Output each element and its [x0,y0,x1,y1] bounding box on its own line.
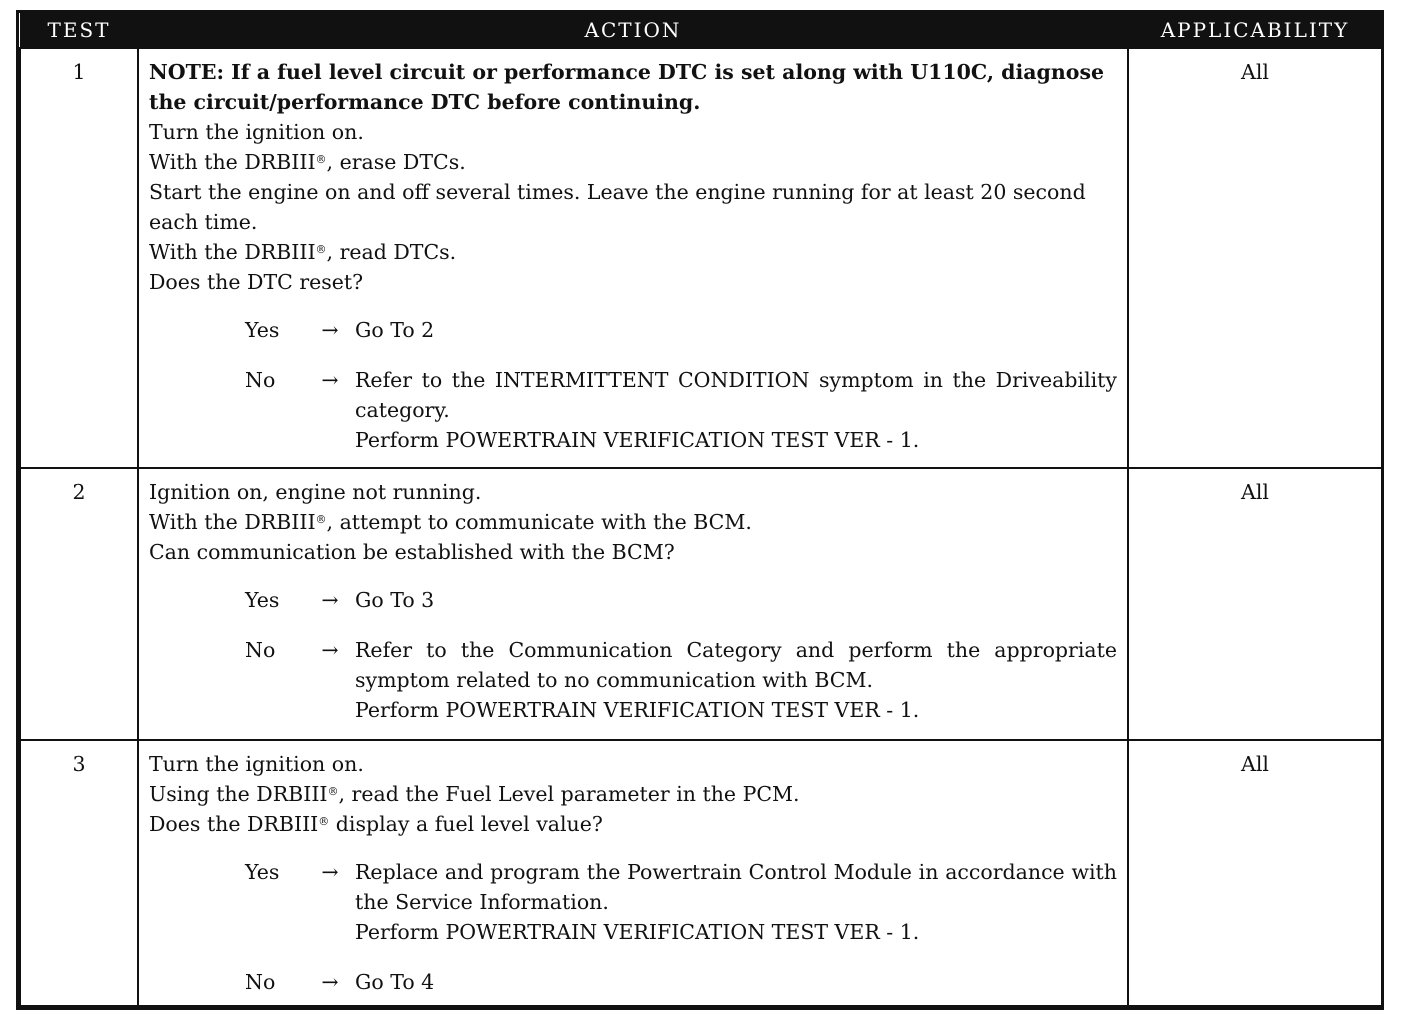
result-label: No [245,638,276,662]
result-text [355,315,1117,345]
result-text [355,857,1117,947]
registered-mark: ® [315,243,327,256]
table-row [20,468,1382,740]
arrow-icon: → [321,970,339,994]
registered-mark: ® [318,815,330,828]
registered-mark: ® [327,785,339,798]
result-yes [149,857,1117,947]
result-no [149,967,1117,997]
result-no [149,365,1117,455]
result-no [149,635,1117,725]
arrow-icon: → [321,638,339,662]
action-line: Can communication be established with the BCM? [149,540,675,564]
test-number: 1 [20,48,138,468]
result-yes [149,315,1117,345]
result-label: Yes [245,588,280,612]
result-text [355,585,1117,615]
header-applicability: APPLICABILITY [1128,13,1382,48]
action-line: Using the DRBIII®, read the Fuel Level parameter in the PCM. [149,782,800,806]
note-text: NOTE: If a fuel level circuit or performance DTC is set along with U110C, diagnose the circuit/performance DTC before continuing. [149,60,1105,114]
result-yes [149,585,1117,615]
action-line: Turn the ignition on. [149,120,364,144]
result-list [149,315,1117,455]
applicability-value: All [1128,740,1382,1006]
applicability-value: All [1128,468,1382,740]
diagnostic-table [19,13,1383,1007]
test-number: 3 [20,740,138,1006]
action-line: Does the DRBIII® display a fuel level value? [149,812,603,836]
action-line: Does the DTC reset? [149,270,364,294]
action-line: With the DRBIII®, attempt to communicate with the BCM. [149,510,752,534]
test-number: 2 [20,468,138,740]
arrow-icon: → [321,860,339,884]
result-line: Replace and program the Powertrain Control Module in accordance with the Service Information. [355,860,1117,914]
header-test: TEST [20,13,138,48]
arrow-icon: → [321,368,339,392]
result-label: No [245,368,276,392]
action-line: With the DRBIII®, read DTCs. [149,240,457,264]
result-line: Perform POWERTRAIN VERIFICATION TEST VER - 1. [355,698,920,722]
result-line: Refer to the Communication Category and perform the appropriate symptom related to no communication with BCM. [355,638,1117,692]
result-label: Yes [245,860,280,884]
result-line: Perform POWERTRAIN VERIFICATION TEST VER - 1. [355,428,920,452]
result-label: Yes [245,318,280,342]
action-line: Ignition on, engine not running. [149,480,482,504]
result-label: No [245,970,276,994]
result-line: Refer to the INTERMITTENT CONDITION symptom in the Driveability category. [355,368,1117,422]
action-line: Turn the ignition on. [149,752,364,776]
table-header-row [20,13,1382,48]
action-line: With the DRBIII®, erase DTCs. [149,150,466,174]
result-list [149,857,1117,997]
header-action: ACTION [138,13,1128,48]
action-cell [138,48,1128,468]
result-line: Perform POWERTRAIN VERIFICATION TEST VER - 1. [355,920,920,944]
result-text [355,635,1117,725]
action-cell [138,468,1128,740]
action-cell [138,740,1128,1006]
arrow-icon: → [321,318,339,342]
registered-mark: ® [315,513,327,526]
result-line: Go To 2 [355,318,435,342]
action-line: Start the engine on and off several times. Leave the engine running for at least 20 second each time. [149,180,1086,234]
diagnostic-table-frame [16,10,1384,1010]
result-list [149,585,1117,725]
table-row [20,740,1382,1006]
registered-mark: ® [315,153,327,166]
arrow-icon: → [321,588,339,612]
applicability-value: All [1128,48,1382,468]
result-line: Go To 4 [355,970,435,994]
result-line: Go To 3 [355,588,435,612]
result-text [355,365,1117,455]
result-text [355,967,1117,997]
table-row [20,48,1382,468]
